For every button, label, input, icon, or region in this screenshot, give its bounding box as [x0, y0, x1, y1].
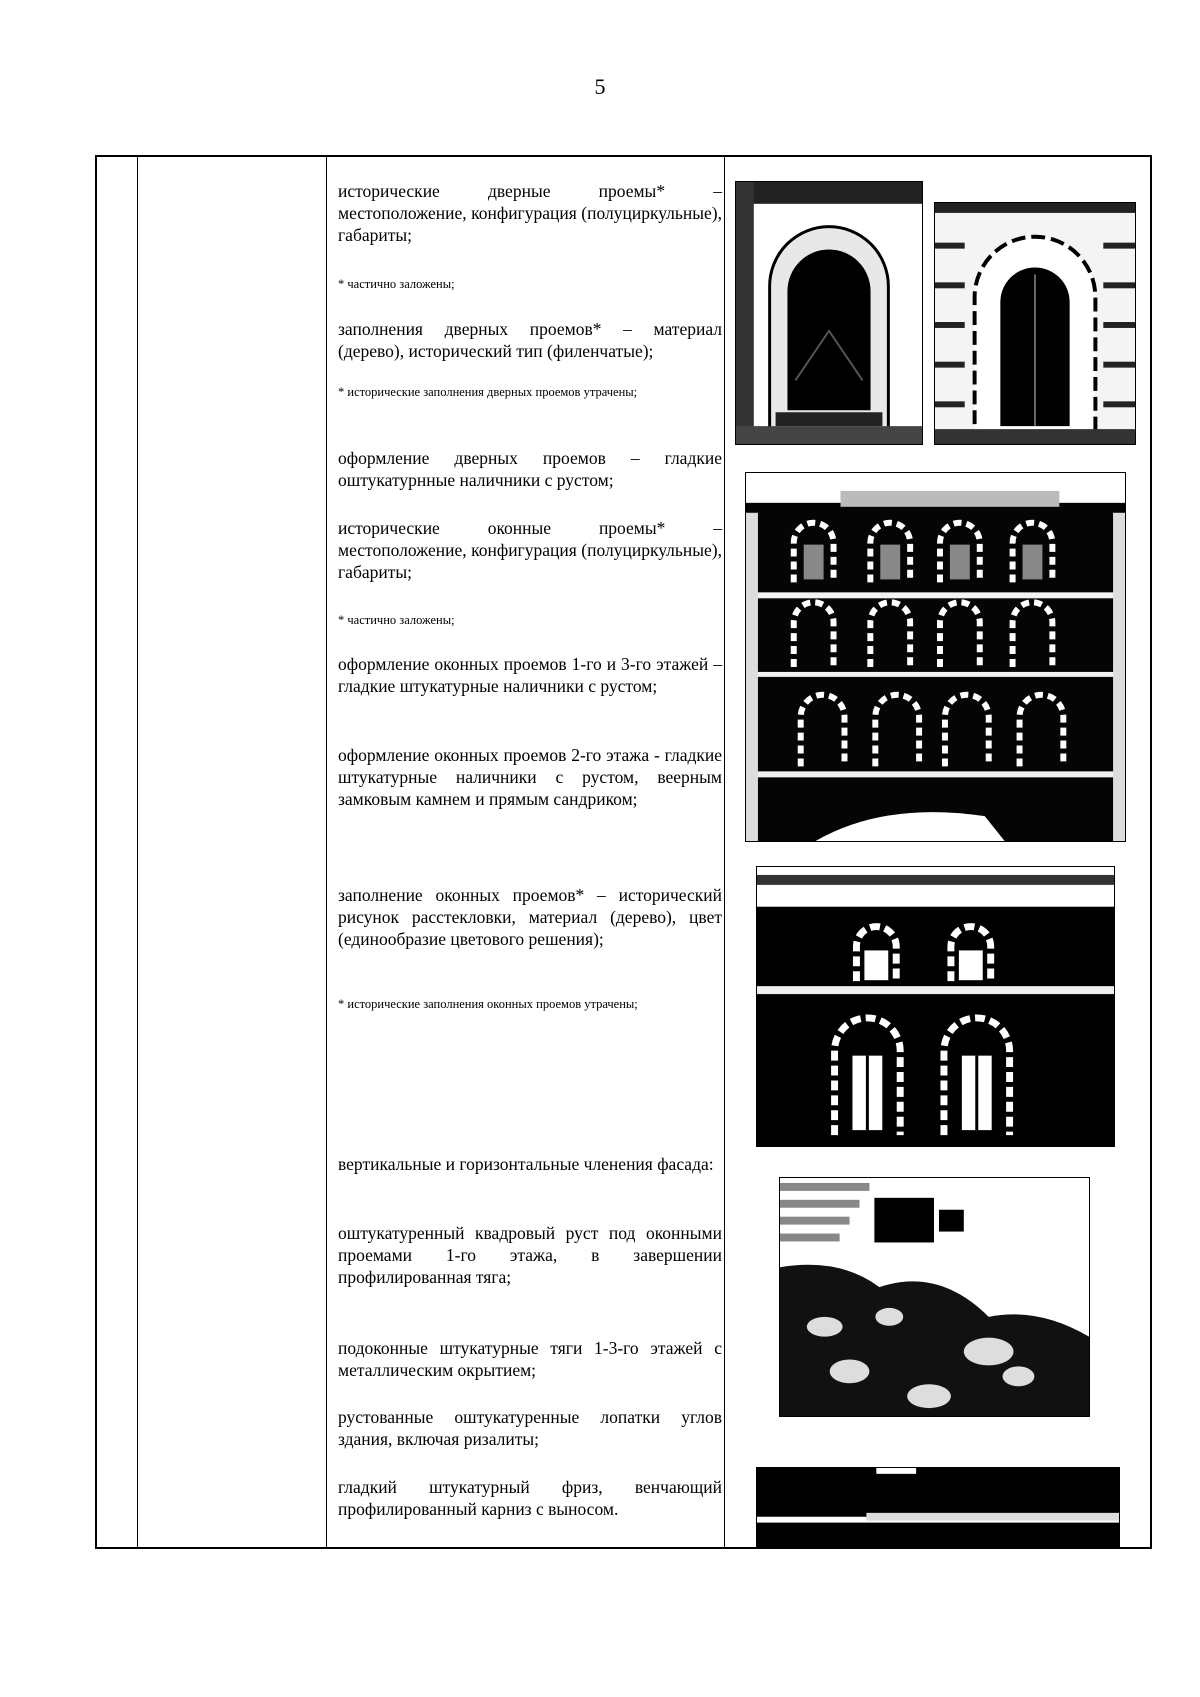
windows-detail-photo	[756, 866, 1115, 1147]
column-divider	[724, 157, 725, 1547]
text-item: вертикальные и горизонтальные членения фасада:	[338, 1154, 714, 1174]
arched-door-photo	[735, 181, 923, 445]
footnote: * исторические заполнения оконных проемов утрачены;	[338, 997, 638, 1011]
text-item: оформление оконных проемов 2-го этажа - гладкие штукатурные наличники с рустом, веерным замковым камнем и прямым сандриком;	[338, 745, 722, 809]
text-item: заполнения дверных проемов* – материал (дерево), исторический тип (филенчатые);	[338, 319, 722, 361]
text-item: исторические дверные проемы* – местоположение, конфигурация (полуциркульные), габариты;	[338, 181, 722, 245]
footnote: * исторические заполнения дверных проемов утрачены;	[338, 385, 638, 399]
rustication-wall-photo	[779, 1177, 1090, 1417]
text-item: оформление оконных проемов 1-го и 3-го этажей – гладкие штукатурные наличники с рустом;	[338, 654, 722, 696]
text-item: оформление дверных проемов – гладкие оштукатурнные наличники с рустом;	[338, 448, 722, 490]
text-item: гладкий штукатурный фриз, венчающий профилированный карниз с выносом.	[338, 1477, 722, 1519]
text-item: рустованные оштукатуренные лопатки углов здания, включая ризалиты;	[338, 1407, 722, 1449]
column-divider	[137, 157, 138, 1547]
page-number: 5	[594, 74, 606, 99]
column-divider	[326, 157, 327, 1547]
footnote: * частично заложены;	[338, 277, 455, 291]
facade-windows-photo	[745, 472, 1126, 842]
text-item: исторические оконные проемы* – местоположение, конфигурация (полуциркульные), габариты;	[338, 518, 722, 582]
footnote: * частично заложены;	[338, 613, 455, 627]
text-item: подоконные штукатурные тяги 1-3-го этажей с металлическим окрытием;	[338, 1338, 722, 1380]
text-item: оштукатуренный квадровый руст под оконными проемами 1-го этажа, в завершении профилированная тяга;	[338, 1223, 722, 1287]
rusticated-door-photo	[934, 202, 1136, 445]
text-item: заполнение оконных проемов* – исторический рисунок расстекловки, материал (дерево), цвет (единообразие цветового решения);	[338, 885, 722, 949]
cornice-photo	[756, 1467, 1120, 1547]
